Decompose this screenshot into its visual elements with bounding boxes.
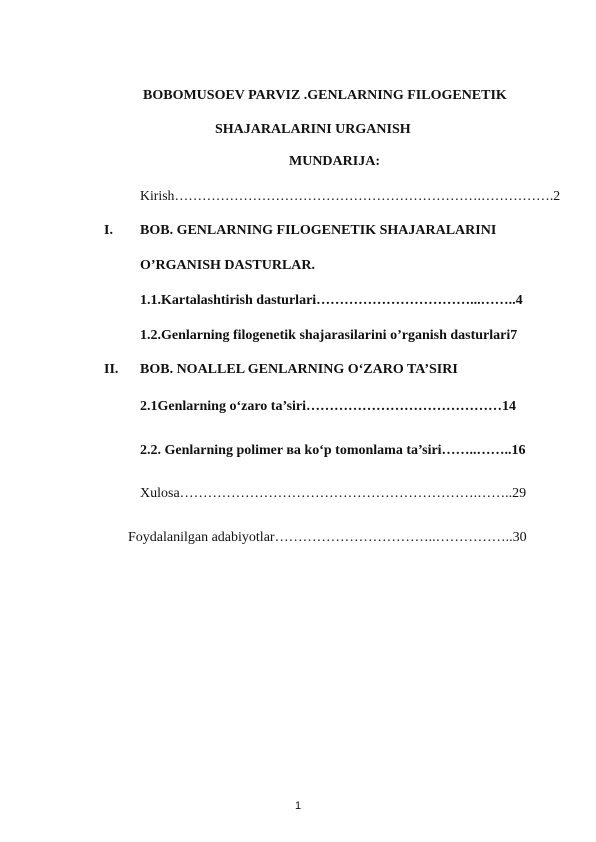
toc-section-1-2: 1.2.Genlarning filogenetik shajarasilarini o’rganish dasturlari7 (140, 328, 518, 343)
chapter-1-title-line-1: BOB. GENLARNING FILOGENETIK SHAJARALARINI (140, 223, 497, 238)
toc-section-2-2: 2.2. Genlarning polimer ва ko‘p tomonlama ta’siri……..……..16 (140, 443, 526, 458)
chapter-1-title-line-2: O’RGANISH DASTURLAR. (140, 258, 316, 273)
toc-references: Foydalanilgan adabiyotlar……………………………..……………..30 (128, 530, 527, 545)
toc-section-2-1: 2.1Genlarning o‘zaro ta’siri……………………………………14 (140, 399, 517, 414)
chapter-1-numeral: I. (104, 223, 113, 238)
toc-intro: Kirish………………………………………………………….…………….2 (140, 189, 561, 204)
title-line-2: SHAJARALARINI URGANISH (215, 122, 411, 137)
toc-section-1-1: 1.1.Kartalashtirish dasturlari……………………………...……..4 (140, 293, 523, 308)
toc-conclusion: Xulosa……………………………………………………….……..29 (140, 486, 527, 501)
page-number: 1 (294, 800, 302, 812)
contents-heading: MUNDARIJA: (289, 154, 380, 169)
chapter-2-title: BOB. NOALLEL GENLARNING O‘ZARO TA’SIRI (140, 362, 458, 377)
title-line-1: BOBOMUSOEV PARVIZ .GENLARNING FILOGENETIK (143, 88, 507, 103)
chapter-2-numeral: II. (104, 362, 119, 377)
